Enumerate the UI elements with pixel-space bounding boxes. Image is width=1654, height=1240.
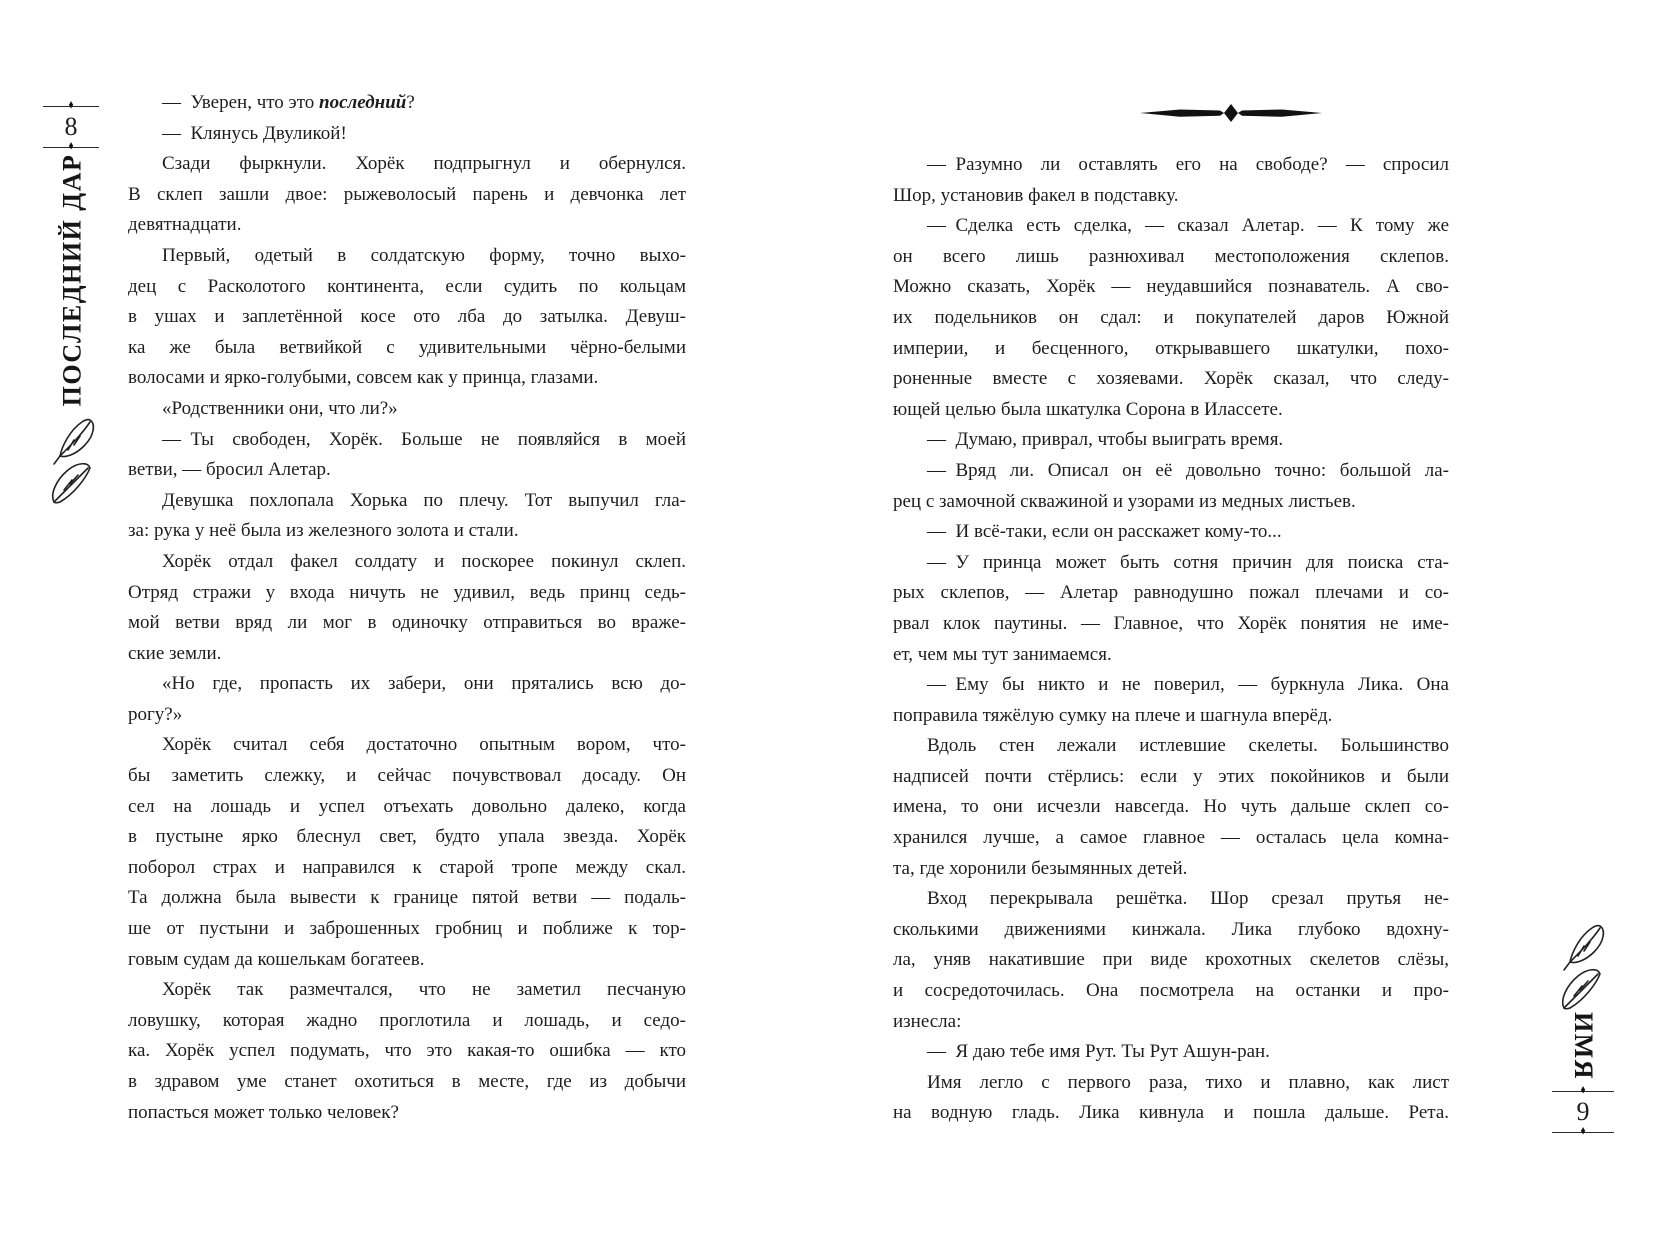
text-line: Хорёк так размечтался, что не заметил песчаную	[162, 979, 686, 1001]
text-line: — Уверен, что это последний?	[162, 92, 415, 113]
text-line: Девушка похлопала Хорька по плечу. Тот выпучил гла-	[162, 489, 686, 511]
text-line: бы заметить слежку, и сейчас почувствовал досаду. Он	[128, 765, 686, 787]
ornamental-rule	[43, 139, 99, 154]
text-line: ше от пустыни и заброшенных гробниц и поближе к тор-	[128, 918, 686, 940]
text-line: Первый, одетый в солдатскую форму, точно выхо-	[162, 244, 686, 266]
text-line: та, где хоронили безымянных детей.	[893, 857, 1188, 879]
text-line: ка. Хорёк успел подумать, что это какая-то ошибка — кто	[128, 1040, 686, 1062]
text-line: сел на лошадь и успел отъехать довольно далеко, когда	[128, 795, 686, 817]
text-line: в пустыне ярко блеснул свет, будто упала звезда. Хорёк	[128, 826, 686, 848]
text-line: «Но где, пропасть их забери, они прятались всю до-	[162, 673, 686, 695]
text-line: за: рука у неё была из железного золота и стали.	[128, 520, 519, 542]
ornamental-rule	[43, 98, 99, 113]
quill-feather-icon	[46, 414, 100, 508]
text-line: — Клянусь Двуликой!	[162, 122, 347, 144]
ornamental-rule	[1552, 1083, 1614, 1098]
text-line: — Сделка есть сделка, — сказал Алетар. — К тому же	[927, 215, 1449, 237]
text-line: хранился лучше, а самое главное — осталась цела комна-	[893, 827, 1449, 849]
text-line: ветви, — бросил Алетар.	[128, 459, 331, 481]
text-line: рец с замочной скважиной и узорами из медных листьев.	[893, 490, 1356, 512]
text-line: попасться может только человек?	[128, 1101, 399, 1123]
diamond-ornament-icon: ♦	[68, 139, 74, 154]
text-line: поборол страх и направился к старой тропе между скал.	[128, 856, 686, 878]
text-line: — Вряд ли. Описал он её довольно точно: большой ла-	[927, 459, 1449, 481]
left-page-text	[128, 88, 686, 1128]
text-line: рогу?»	[128, 703, 183, 725]
text-line: роненные вместе с хозяевами. Хорёк сказал, что следу-	[893, 368, 1449, 390]
text-line: ла, уняв накатившие при виде крохотных скелетов слёзы,	[893, 949, 1449, 971]
text-line: Хорёк отдал факел солдату и поскорее покинул склеп.	[162, 550, 686, 572]
diamond-ornament-icon: ♦	[1580, 1124, 1586, 1139]
text-line: имена, то они исчезли навсегда. Но чуть дальше склеп со-	[893, 796, 1449, 818]
text-line: — Думаю, приврал, чтобы выиграть время.	[927, 429, 1284, 451]
chapter-divider-ornament-icon	[1136, 102, 1326, 124]
text-line: девятнадцати.	[128, 214, 242, 236]
text-line: он всего лишь разнюхивал местоположения склепов.	[893, 245, 1449, 267]
emphasized-word: последний	[319, 92, 407, 113]
text-line: на водную гладь. Лика кивнула и пошла дальше. Рета.	[893, 1102, 1449, 1124]
text-line: и сосредоточилась. Она посмотрела на останки и про-	[893, 980, 1449, 1002]
text-line: в ушах и заплетённой косе ото лба до затылка. Девуш-	[128, 306, 686, 328]
text-line: надписей почти стёрлись: если у этих покойников и были	[893, 765, 1449, 787]
text-line: рых склепов, — Алетар равнодушно пожал плечами и со-	[893, 582, 1449, 604]
text-line: Сзади фыркнули. Хорёк подпрыгнул и обернулся.	[162, 153, 686, 175]
text-line: — Я даю тебе имя Рут. Ты Рут Ашун-ран.	[927, 1041, 1270, 1063]
text-line: говым судам да кошелькам богатеев.	[128, 948, 425, 970]
text-line: Отряд стражи у входа ничуть не удивил, ведь принц седь-	[128, 581, 686, 603]
text-line: мой ветви вряд ли мог в одиночку отправиться во враже-	[128, 612, 686, 634]
text-line: — Разумно ли оставлять его на свободе? — спросил	[927, 154, 1449, 175]
text-line: ловушку, которая жадно проглотила и лошадь, и седо-	[128, 1009, 686, 1031]
left-page-number-block	[43, 98, 99, 154]
text-line: Вход перекрывала решётка. Шор срезал прутья не-	[927, 888, 1449, 910]
text-line: Вдоль стен лежали истлевшие скелеты. Большинство	[927, 735, 1449, 757]
text-line: Имя легло с первого раза, тихо и плавно, как лист	[927, 1071, 1449, 1093]
ornamental-rule	[1552, 1124, 1614, 1139]
text-line: Шор, установив факел в подставку.	[893, 184, 1179, 206]
text-line: ющей целью была шкатулка Сорона в Илассете.	[893, 398, 1283, 420]
text-line: империи, и бесценного, открывавшего шкатулки, похо-	[893, 337, 1449, 359]
text-line: — У принца может быть сотня причин для поиска ста-	[927, 551, 1449, 573]
left-margin-book-title	[40, 153, 104, 407]
book-title-vertical-text: ПОСЛЕДНИЙ ДАР	[57, 153, 86, 407]
text-line: Хорёк считал себя достаточно опытным вором, что-	[162, 734, 686, 756]
text-line: — Ты свободен, Хорёк. Больше не появляйся в моей	[162, 428, 686, 450]
text-line: рвал клок паутины. — Главное, что Хорёк понятия не име-	[893, 612, 1449, 634]
text-line: ские земли.	[128, 642, 222, 664]
right-margin-chapter-title	[1552, 1008, 1614, 1084]
right-page-number: 9	[1576, 1097, 1590, 1126]
text-line: ка же была ветвийкой с удивительными чёрно-белыми	[128, 336, 686, 358]
text-line: В склеп зашли двое: рыжеволосый парень и девчонка лет	[128, 183, 686, 205]
text-line: Можно сказать, Хорёк — неудавшийся познаватель. А сво-	[893, 276, 1449, 298]
left-page-number: 8	[64, 112, 78, 141]
text-line: волосами и ярко-голубыми, совсем как у принца, глазами.	[128, 367, 599, 389]
chapter-title-vertical-text: ИМЯ	[1569, 1011, 1599, 1081]
text-line: Та должна была вывести к границе пятой ветви — подаль-	[128, 887, 686, 909]
diamond-ornament-icon: ♦	[1580, 1083, 1586, 1098]
text-line: их подельников он сдал: и покупателей даров Южной	[893, 306, 1449, 328]
text-line: поправила тяжёлую сумку на плече и шагнула вперёд.	[893, 704, 1333, 726]
right-page-number-block	[1552, 1083, 1614, 1139]
text-line: в здравом уме станет охотиться в месте, где из добычи	[128, 1071, 686, 1092]
text-line: изнесла:	[893, 1010, 962, 1032]
quill-feather-icon	[1556, 920, 1610, 1014]
text-line: — Ему бы никто и не поверил, — буркнула Лика. Она	[927, 674, 1449, 696]
text-line: «Родственники они, что ли?»	[162, 397, 398, 419]
text-line: сколькими движениями кинжала. Лика глубоко вдохну-	[893, 918, 1449, 940]
text-line: ет, чем мы тут занимаемся.	[893, 643, 1112, 665]
text-line: — И всё-таки, если он расскажет кому-то...	[927, 521, 1282, 543]
text-line: дец с Расколотого континента, если судить по кольцам	[128, 275, 686, 297]
right-page-text	[893, 150, 1449, 1129]
diamond-ornament-icon: ♦	[68, 98, 74, 113]
